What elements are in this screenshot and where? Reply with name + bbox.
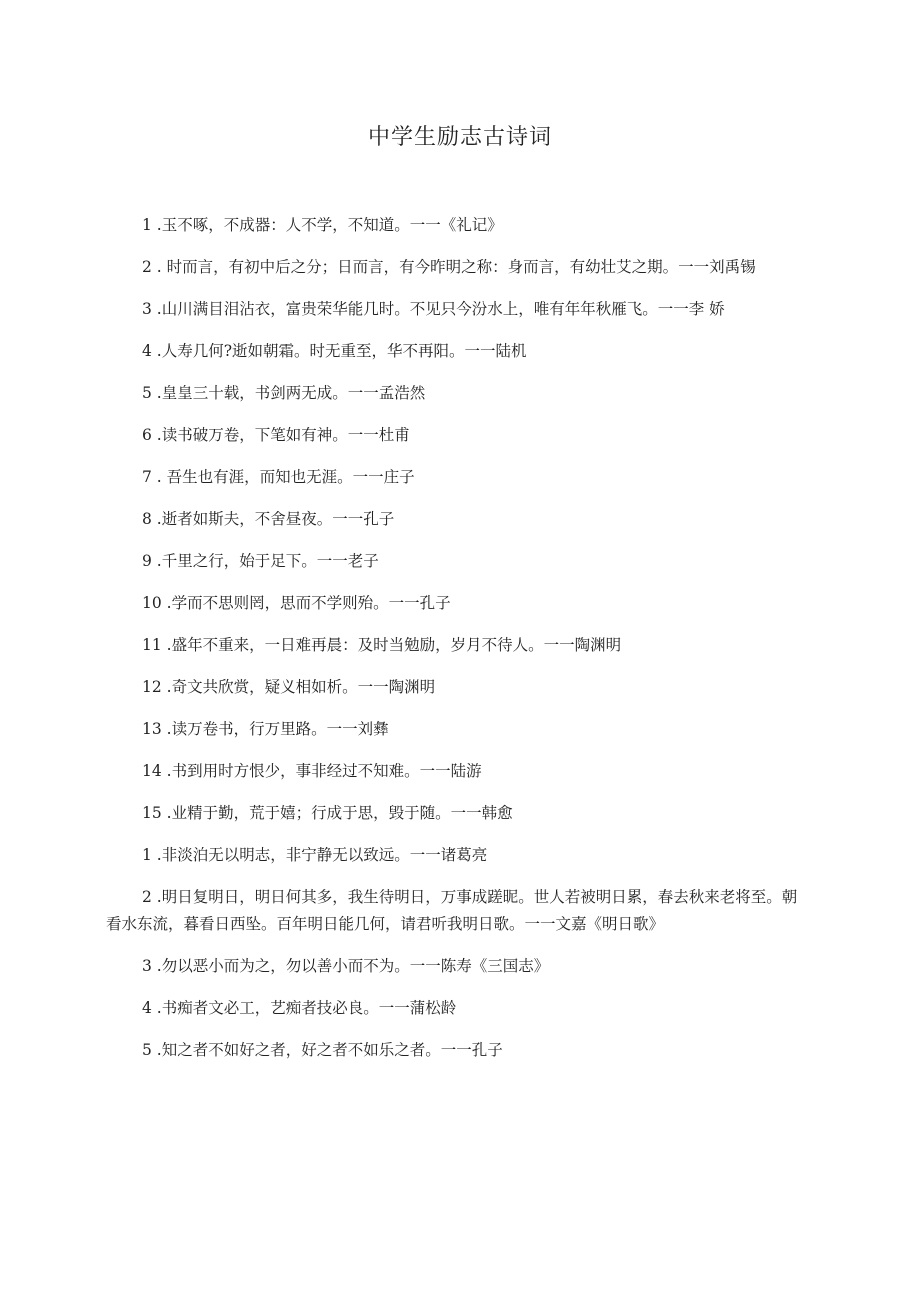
poem-list (106, 212, 806, 1079)
list-item: 12 .奇文共欣赏，疑义相如析。一一陶渊明 (142, 678, 436, 696)
list-item: 2 .明日复明日，明日何其多，我生待明日，万事成蹉昵。世人若被明日累，春去秋来老将至。朝看水东流，暮看日西坠。百年明日能几何，请君听我明日歌。一一文嘉《明日歌》 (106, 888, 798, 933)
list-item: 13 .读万卷书，行万里路。一一刘彝 (142, 720, 389, 738)
list-item: 7 . 吾生也有涯，而知也无涯。一一庄子 (142, 468, 415, 486)
list-item: 3 .山川满目泪沾衣，富贵荣华能几时。不见只今汾水上，唯有年年秋雁飞。一一李 娇 (142, 300, 725, 318)
list-item: 2 . 时而言，有初中后之分；日而言，有今昨明之称：身而言，有幼壮艾之期。一一刘禹锡 (142, 258, 756, 276)
list-item: 5 .知之者不如好之者，好之者不如乐之者。一一孔子 (142, 1041, 503, 1059)
list-item: 1 .非淡泊无以明志，非宁静无以致远。一一诸葛亮 (142, 846, 488, 864)
list-item: 11 .盛年不重来，一日难再晨：及时当勉励，岁月不待人。一一陶渊明 (142, 636, 622, 654)
page-title: 中学生励志古诗词 (367, 125, 552, 150)
list-item: 5 .皇皇三十载，书剑两无成。一一孟浩然 (142, 384, 426, 402)
list-item: 10 .学而不思则罔，思而不学则殆。一一孔子 (142, 594, 451, 612)
list-item: 15 .业精于勤，荒于嬉；行成于思，毁于随。一一韩愈 (142, 804, 513, 822)
list-item: 6 .读书破万卷，下笔如有神。一一杜甫 (142, 426, 410, 444)
list-item: 14 .书到用时方恨少，事非经过不知难。一一陆游 (142, 762, 482, 780)
list-item: 3 .勿以恶小而为之，勿以善小而不为。一一陈寿《三国志》 (142, 957, 550, 975)
list-item: 4 .书痴者文必工，艺痴者技必良。一一蒲松龄 (142, 999, 457, 1017)
list-item: 4 .人寿几何?逝如朝霜。时无重至，华不再阳。一一陆机 (142, 342, 527, 360)
list-item: 1 .玉不啄，不成器：人不学，不知道。一一《礼记》 (142, 216, 503, 234)
list-item: 9 .千里之行，始于足下。一一老子 (142, 552, 379, 570)
list-item: 8 .逝者如斯夫，不舍昼夜。一一孔子 (142, 510, 395, 528)
